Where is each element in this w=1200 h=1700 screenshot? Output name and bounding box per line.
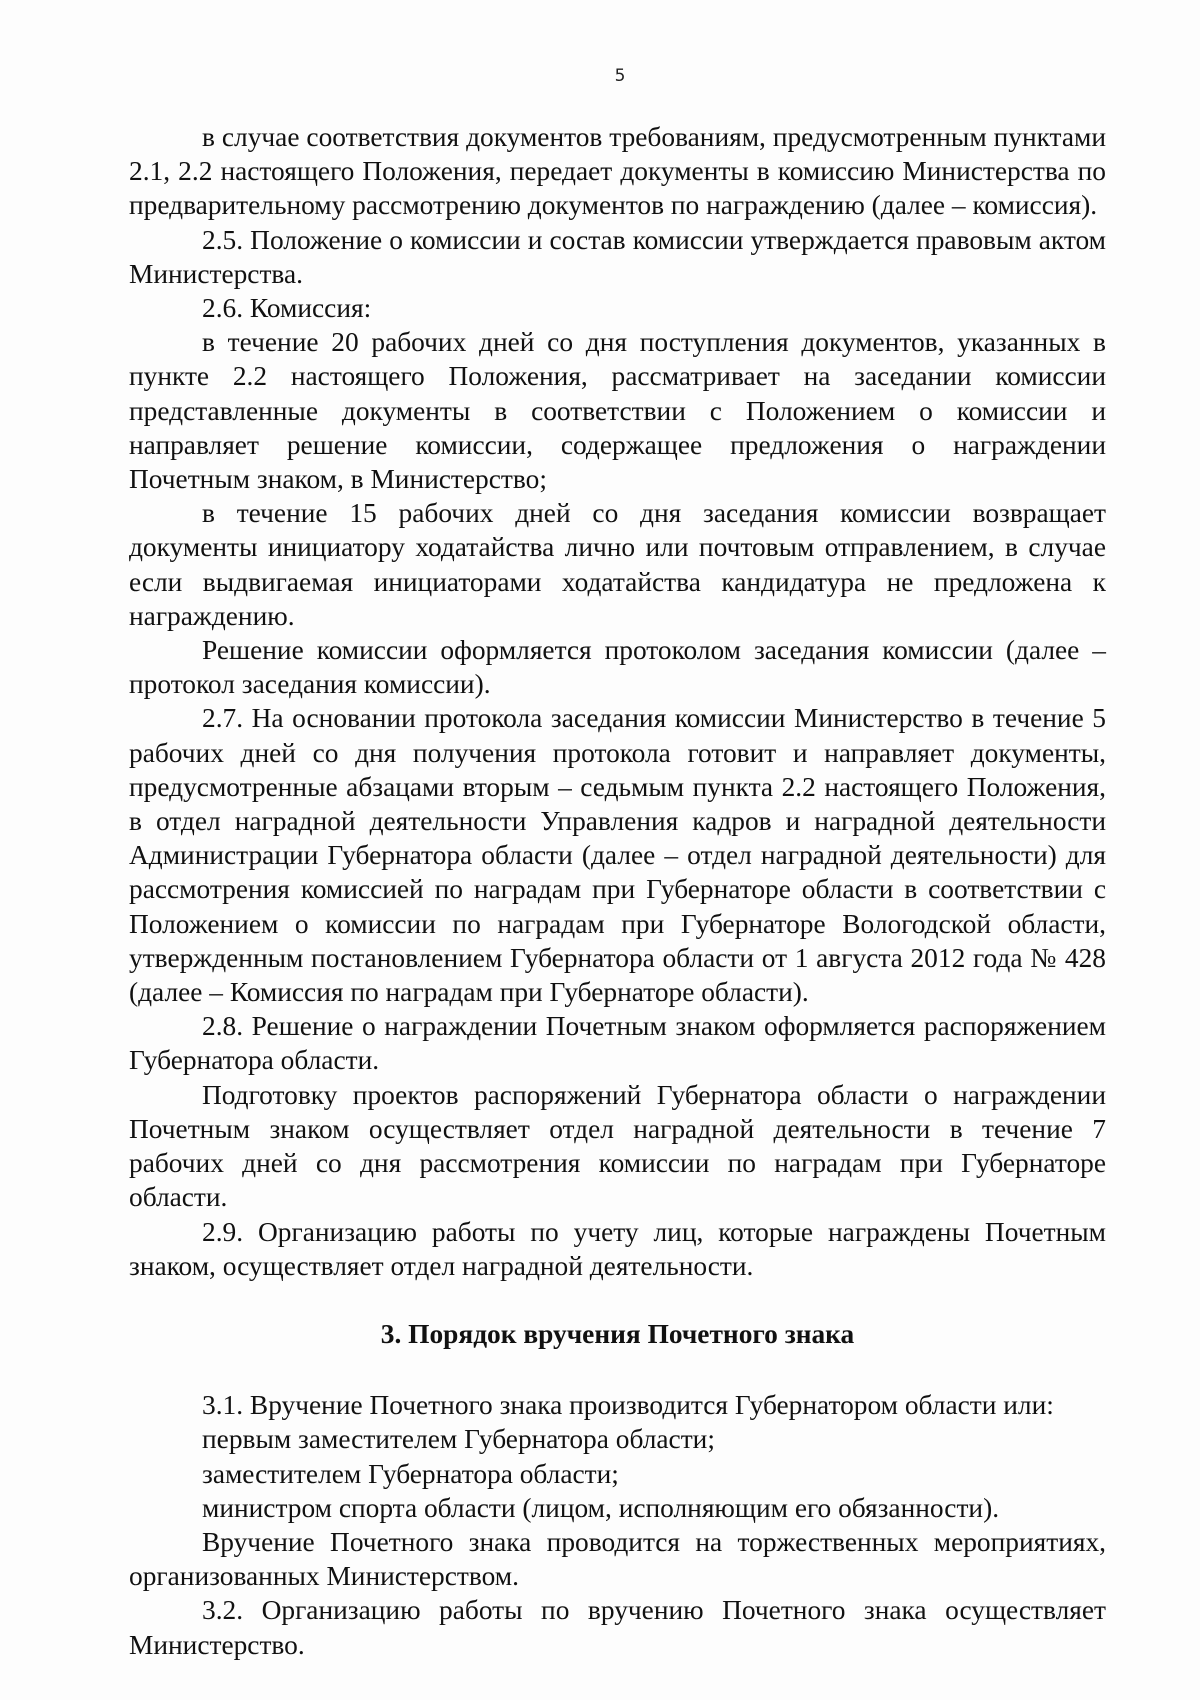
paragraph-2-6-item-2: в течение 15 рабочих дней со дня заседания комиссии возвращает документы инициатору ходатайства лично или почтовым отправлением, в случае если выдвигаемая инициаторами ходатайства кандидатура не предложена к награждению. xyxy=(129,498,1106,631)
paragraph-2-7: 2.7. На основании протокола заседания комиссии Министерство в течение 5 рабочих дней со дня получения протокола готовит и направляет документы, предусмотренные абзацами вторым – седьмым пункта 2.2 настоящего Положения, в отдел наградной деятельности Управления кадров и наградной деятельности Администрации Губернатора области (далее – отдел наградной деятельности) для рассмотрения комиссией по наградам при Губернаторе области в соответствии с Положением о комиссии по наградам при Губернаторе Вологодской области, утвержденным постановлением Губернатора области от 1 августа 2012 года № 428 (далее – Комиссия по наградам при Губернаторе области). xyxy=(129,703,1106,1008)
paragraph-3-1-item-1: первым заместителем Губернатора области; xyxy=(202,1424,715,1455)
section-3-title: 3. Порядок вручения Почетного знака xyxy=(380,1318,855,1349)
paragraph-commission-decision: Решение комиссии оформляется протоколом заседания комиссии (далее – протокол заседания комиссии). xyxy=(129,635,1106,700)
paragraph-3-1: 3.1. Вручение Почетного знака производится Губернатором области или: xyxy=(202,1390,1054,1421)
paragraph-3-1-item-3: министром спорта области (лицом, исполняющим его обязанности). xyxy=(202,1492,1000,1523)
paragraph-2-6-item-1: в течение 20 рабочих дней со дня поступления документов, указанных в пункте 2.2 настоящего Положения, рассматривает на заседании комиссии представленные документы в соответствии с Положением о комиссии и направляет решение комиссии, содержащее предложения о награждении Почетным знаком, в Министерство; xyxy=(129,327,1106,495)
paragraph-draft-orders: Подготовку проектов распоряжений Губернатора области о награждении Почетным знаком осуществляет отдел наградной деятельности в течение 7 рабочих дней со дня рассмотрения комиссии по наградам при Губернаторе области. xyxy=(129,1079,1106,1213)
paragraph-3-2: 3.2. Организацию работы по вручению Почетного знака осуществляет Министерство. xyxy=(129,1595,1106,1660)
document-body xyxy=(129,120,1106,1662)
paragraph-2-4-continuation: в случае соответствия документов требованиям, предусмотренным пунктами 2.1, 2.2 настоящего Положения, передает документы в комиссию Министерства по предварительному рассмотрению документов по награждению (далее – комиссия). xyxy=(129,122,1106,221)
paragraph-2-8: 2.8. Решение о награждении Почетным знаком оформляется распоряжением Губернатора области. xyxy=(129,1011,1106,1076)
paragraph-2-5: 2.5. Положение о комиссии и состав комиссии утверждается правовым актом Министерства. xyxy=(129,224,1106,289)
paragraph-2-6-heading: 2.6. Комиссия: xyxy=(202,293,372,324)
paragraph-3-1-item-2: заместителем Губернатора области; xyxy=(202,1458,619,1489)
page-number: 5 xyxy=(614,66,626,86)
paragraph-2-9: 2.9. Организацию работы по учету лиц, которые награждены Почетным знаком, осуществляет отдел наградной деятельности. xyxy=(129,1216,1106,1281)
paragraph-award-events: Вручение Почетного знака проводится на торжественных мероприятиях, организованных Министерством. xyxy=(129,1526,1106,1592)
